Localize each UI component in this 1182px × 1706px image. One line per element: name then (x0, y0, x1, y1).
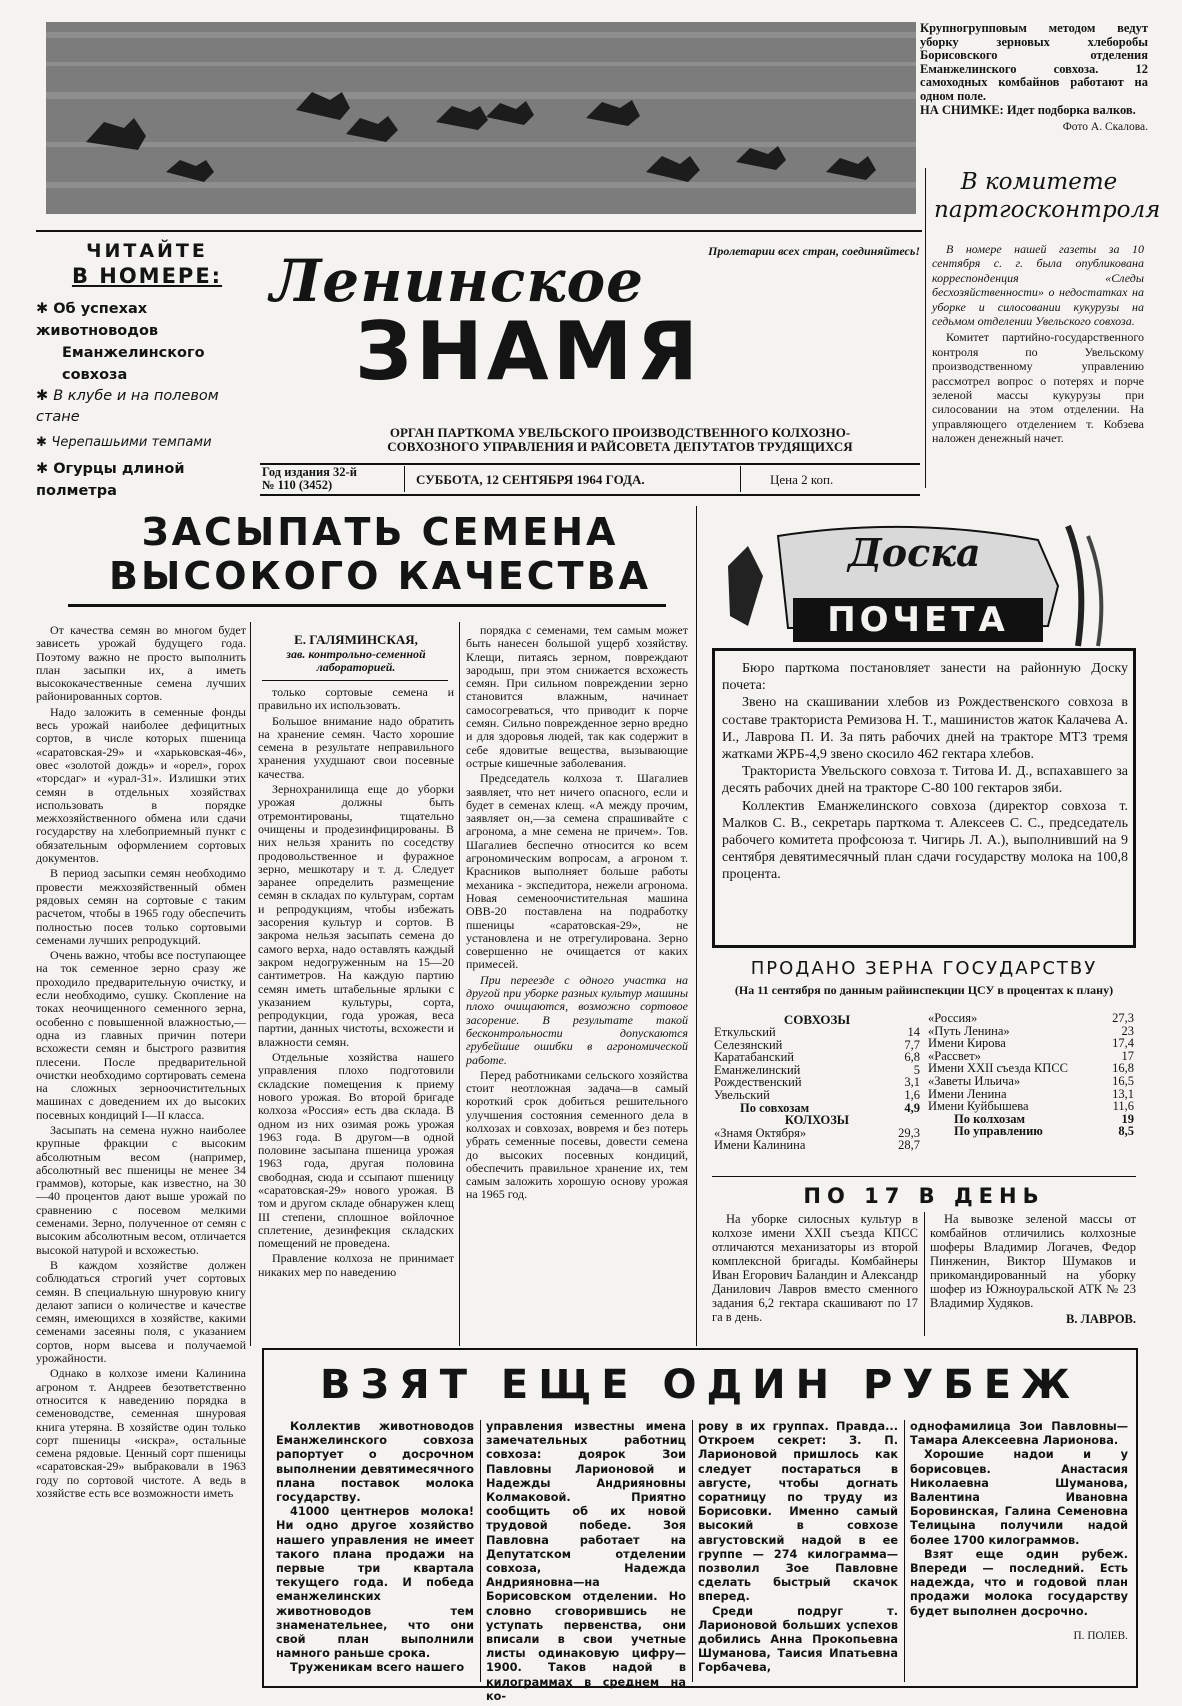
masthead-title-line-2: ЗНАМЯ (355, 305, 702, 398)
milestone-paragraph: Труженикам всего нашего (290, 1661, 465, 1675)
day17-title: ПО 17 В ДЕНЬ (803, 1184, 1045, 1208)
grain-value: 4,9 (904, 1100, 920, 1115)
grain-value: 19 (1121, 1111, 1134, 1126)
photo-caption-lead: Крупногрупповым методом ведут уборку зерновых хлеборобы Борисовского отделения Еманжелинского совхоза. 12 самоходных комбайнов работают на одном поле. (920, 21, 1148, 103)
grain-value: 28,7 (898, 1138, 920, 1153)
milestone-paragraph: Взят еще один рубеж. Впереди — последний. Есть надежда, что и годовой план продажи молока государству будет выполнен досрочно. (910, 1547, 1128, 1618)
day17-right (930, 1212, 1136, 1326)
harvest-photo-illustration (46, 22, 916, 214)
seeds-paragraph: Засыпать на семена нужно наиболее крупные фракции с высоким абсолютным весом (например, абсолютный вес пшеницы не менее 34 граммов), которые, как известно, на 30—40 процентов дают выше урожай по сравнению с посевом мелкими семенами. Зерно, полученное от семян с высоким абсолютным весом, отличается высокой натурой и всхожестью. (36, 1122, 246, 1257)
grain-value: 17,4 (1112, 1036, 1134, 1051)
grain-row (926, 1037, 1136, 1050)
masthead-title-line-1: Ленинское (270, 247, 645, 315)
contents-box (36, 240, 258, 502)
honor-text (722, 660, 1128, 884)
seeds-headline (80, 510, 680, 598)
seeds-paragraph: Большое внимание надо обратить на хранение семян. Часто хорошие семена в результате неправильного хранения ухудшают свои посевные качества. (258, 713, 454, 781)
honor-paragraph-1: Бюро парткома постановляет занести на районную Доску почета: (722, 661, 1128, 694)
grain-name: «Знамя Октября» (714, 1125, 807, 1140)
grain-value: 11,6 (1112, 1099, 1134, 1114)
grain-name: «Путь Ленина» (928, 1023, 1010, 1038)
grain-value: 16,8 (1112, 1061, 1134, 1076)
grain-row (712, 1089, 922, 1102)
masthead-issue-box (262, 466, 402, 492)
day17-right-text: На вывозке зеленой массы от комбайнов отличились колхозные шоферы Владимир Логачев, Федор Пинженин, Виктор Шумаков и прикомандированный на уборку шофер из Южноуральской АТК № 23 Владимир Худяков. (930, 1212, 1136, 1310)
seeds-author-role: зав. контрольно-семенной лабораторией. (286, 647, 426, 674)
grain-note: (На 11 сентября по данным райинспекции ЦСУ в процентах к плану) (734, 983, 1114, 997)
grain-name: «Россия» (928, 1011, 978, 1025)
grain-name: По управлению (954, 1124, 1043, 1139)
seeds-paragraph: Перед работниками сельского хозяйства стоит неотложная задача—в самый короткий срок добиться решительного улучшения состояния семенного дела в колхозах и совхозах, вовремя и без потерь убрать семенные посевы, довести семена до высоких посевных кондиций, обеспечить правильное хранение их, тем самым заложить хорошую основу урожая на 1965 год. (466, 1067, 688, 1202)
grain-value: 27,3 (1112, 1011, 1134, 1025)
seeds-paragraph: Правление колхоза не принимает никаких мер по наведению (258, 1251, 454, 1279)
milestone-column-1 (276, 1420, 474, 1676)
photo-credit: Фото А. Скалова. (1062, 120, 1148, 133)
seeds-paragraph: От качества семян во многом будет зависеть урожай будущего года. Поэтому важно не просто выполнить план засыпки их, а иметь высококачественные семена лучших районированных сортов. (36, 623, 246, 704)
milestone-paragraph: 41000 центнеров молока! Ни одно другое хозяйство нашего управления не имеет такого плана продажи на первые три квартала текущего года. И победа еманжелинских животноводов тем знаменательнее, что они свой план выполнили намного раньше срока. (276, 1505, 474, 1661)
grain-row (926, 1075, 1136, 1088)
control-article (932, 242, 1144, 448)
grain-row (926, 1125, 1136, 1138)
grain-value: 16,5 (1112, 1073, 1134, 1088)
grain-name: Имени XXII съезда КПСС (928, 1061, 1068, 1076)
milestone-paragraph: Хорошие надои и у борисовцев. Анастасия Николаевна Шуманова, Валентина Ивановна Боровинская, Галина Семеновна Телицына получили надой более 1700 килограммов. (910, 1448, 1128, 1547)
milestone-paragraph: рову в их группах. Правда... Откроем секрет: З. П. Ларионовой пришлось как следует постараться в августе, чтобы догнать соратницу по труду из Борисовки. Именно самый высокий в совхозе августовский надой в ее группе — 274 килограмма—позволил Зое Павловне сделать быстрый скачок вперед. (698, 1420, 898, 1604)
seeds-byline (258, 632, 454, 674)
masthead-issue: № 110 (3452) (262, 478, 333, 492)
control-paragraph-1: В номере нашей газеты за 10 сентября с. г. была опубликована корреспонденция «Следы бесхозяйственности» о недостатках на уборке и силосовании кукурузы на седьмом отделении Увельского совхоза. (932, 242, 1144, 329)
control-title-2: партгосконтроля (934, 197, 1161, 223)
grain-row (926, 1012, 1136, 1025)
grain-value: 6,8 (904, 1050, 920, 1065)
contents-item[interactable]: ✱ Черепашьими темпами (36, 435, 212, 450)
seeds-headline-1: ЗАСЫПАТЬ СЕМЕНА (141, 510, 619, 554)
honor-banner (708, 516, 1138, 650)
contents-item[interactable]: ✱ В клубе и на полевом стане (36, 388, 219, 425)
seeds-column-2 (258, 686, 454, 1281)
photo-caption-label: НА СНИМКЕ: Идет подборка валков. (920, 103, 1136, 117)
grain-name: Еткульский (714, 1025, 776, 1039)
masthead-subtitle-1: ОРГАН ПАРТКОМА УВЕЛЬСКОГО ПРОИЗВОДСТВЕННОГО КОЛХОЗНО- (389, 425, 851, 440)
grain-name: Каратабанский (714, 1050, 794, 1065)
grain-value: 17 (1121, 1048, 1134, 1063)
grain-value: 7,7 (904, 1037, 920, 1052)
contents-item[interactable]: Еманжелинского совхоза (62, 345, 205, 383)
honor-banner-title-1: Доска (848, 530, 981, 575)
seeds-paragraph: При переезде с одного участка на другой при уборке разных культур машины плохо очищаются, возможно сортовое засорение. В результате такой бесконтрольности допускаются грубейшие ошибки в агрономической работе. (466, 972, 688, 1067)
grain-name: Увельский (714, 1087, 770, 1102)
seeds-paragraph: Очень важно, чтобы все поступающее на ток семенное зерно сразу же проходило предварительную очистку, и если необходимо, сушку. Скопление на токах неочищенного семенного зерна, особенно с повышенной влажностью,—одна из главных причин потери всхожести семян и быстрого развития плесени. После предварительной очистки необходимо сортировать семена на сложных зерноочистительных машинах с доведением их до высоких посевных кондиций I—II класса. (36, 948, 246, 1122)
grain-row (712, 1139, 922, 1152)
seeds-paragraph: Зернохранилища еще до уборки урожая должны быть отремонтированы, тщательно очищены и продезинфицированы. В них нельзя хранить по соседству продовольственное и фуражное зерно, мешкотару и т. д. Следует заранее определить размещение семян в складах по культурам, сортам и репродукциям, чтобы избежать засорения культур и сортов. В закрома нельзя засыпать семена до самого верха, надо оставлять каждый закром недогруженным на 15—20 сантиметров. На каждую партию семян иметь штабельные ярлыки с указанием культуры, сорта, репродукции, года урожая, веса партии, данных чистоты, всхожести и влажности семян. (258, 782, 454, 1049)
grain-name: Имени Кирова (928, 1036, 1006, 1051)
masthead-date: СУББОТА, 12 СЕНТЯБРЯ 1964 ГОДА. (416, 472, 645, 487)
day17-author: В. ЛАВРОВ. (1065, 1312, 1136, 1326)
grain-name: «Рассвет» (928, 1048, 981, 1063)
milestone-headline: ВЗЯТ ЕЩЕ ОДИН РУБЕЖ (320, 1362, 1080, 1408)
control-title-1: В комитете (960, 169, 1118, 195)
grain-value: 13,1 (1112, 1086, 1134, 1101)
grain-value: 1,6 (904, 1087, 920, 1102)
seeds-paragraph: В период засыпки семян необходимо провести межхозяйственный обмен рядовых семян на сортовые с таким расчетом, чтобы в 1965 году обеспечить полностью посев только сортовыми семенами лучших репродукций. (36, 866, 246, 947)
milestone-paragraph: Коллектив животноводов Еманжелинского совхоза рапортует о досрочном выполнении девятимесячного плана поставок молока государству. (276, 1420, 474, 1505)
milestone-paragraph: однофамилица Зои Павловны—Тамара Алексеевна Ларионова. (910, 1420, 1128, 1448)
honor-paragraph-2: Звено на скашивании хлебов из Рождественского совхоза в составе тракториста Ремизова Н. Т., машинистов жаток Калачева А. И., Лаврова П. И. За пять рабочих дней на тракторе МТЗ тремя жатками ЖРБ-4,9 звено скосило 462 гектара хлебов. (722, 695, 1128, 763)
grain-value: 29,3 (898, 1125, 920, 1140)
harvest-photo (46, 22, 916, 214)
grain-name: Имени Куйбышева (928, 1099, 1029, 1114)
masthead-slogan: Пролетарии всех стран, соединяйтесь! (708, 244, 920, 258)
milestone-paragraph: управления известны имена замечательных работниц совхоза: доярок Зои Павловны Ларионовой и Надежды Андрияновны Колмаковой. Приятно сообщить об их новой трудовой победе. Зоя Павловна работает на Депутатском отделении совхоза, Надежда Андрияновна—на Борисовском отделении. Но словно сговорившись не уступать первенства, они вписали в свои учетные листы одинаковую цифру—1900. Таков надой в килограммах в среднем на ко- (486, 1420, 686, 1703)
seeds-paragraph: В каждом хозяйстве должен соблюдаться строгий учет сортовых семян. В специальную шнуровую книгу делают записи о количестве и качестве семян, имеющихся в хозяйстве, какими семенами засеяны поля, с указанием сортов, норм высева и получаемой урожайности. (36, 1257, 246, 1366)
honor-banner-title-2: ПОЧЕТА (827, 600, 1009, 640)
grain-name: Селезянский (714, 1037, 783, 1052)
milestone-author: П. ПОЛЕВ. (1073, 1629, 1128, 1642)
seeds-headline-2: ВЫСОКОГО КАЧЕСТВА (109, 554, 651, 598)
grain-row (712, 1051, 922, 1064)
grain-row (926, 1100, 1136, 1113)
grain-table-left (712, 1026, 922, 1152)
grain-name: «Заветы Ильича» (928, 1073, 1021, 1088)
seeds-paragraph: Председатель колхоза т. Шагалиев заявляет, что нет ничего опасного, если и будет в семенах клещ. «А между прочим, заявляет он,—за семена спрашивайте с агронома, а мне семена не причем». Тов. Шагалиев беспечно относится ко всем агрономическим вопросам, а агроном т. Красников выполняет больше работы механика - экспедитора, нежели агронома. Новая семеноочистительная машина ОВВ-20 поставлена на подработку пшеницы «саратовская-29», не установлена и не отрегулирована. Зерно совершенно не очищается от каких примесей. (466, 771, 688, 972)
grain-name: Имени Калинина (714, 1138, 806, 1153)
seeds-paragraph: Отдельные хозяйства нашего управления плохо подготовили складские помещения к приему нового урожая. Во второй бригаде колхоза «Россия» есть два склада. В одном из них озимая рожь урожая 1963 года. В другом—в одной половине засыпана пшеница урожая 1963 года, другая половина свободная, сюда и ссыпают пшеницу «саратовская-29» нового урожая. В том и другом складе обнаружен клещ III степени, сплошное войлочное сплетение, дезинфекция складских помещений не проведена. (258, 1050, 454, 1251)
control-paragraph-2: Комитет партийно-государственного контроля по Увельскому производственному управлению рассмотрел вопрос о потерях и порче зеленой массы кукурузы при силосовании на этом отделении. На управляющего отделением т. Кобзева наложен денежный начет. (932, 330, 1144, 446)
grain-name: По совхозам (740, 1100, 810, 1115)
contents-item[interactable]: ✱ Об успехах животноводов (36, 301, 159, 339)
seeds-paragraph: Надо заложить в семенные фонды весь урожай наиболее дефицитных сортов, в числе которых пшеница «саратовская-29» и «харьковская-46», овес «золотой дождь» и «орел», горох «торсдаг» и «урал-31». Излишки этих семян в отдельных хозяйствах использовать в порядке межхозяйственного обмена или сдачи государству на хлебоприемный пункт с обязательным оформлением сортовых документов. (36, 704, 246, 866)
control-heading (934, 168, 1161, 224)
honor-paragraph-3: Тракториста Увельского совхоза т. Титова И. Д., вспахавшего за десять рабочих дней на тракторе С-80 100 гектаров зяби. (722, 764, 1128, 797)
grain-table-right (926, 1012, 1136, 1138)
masthead-subtitle (320, 426, 920, 454)
grain-value: 5 (913, 1062, 920, 1077)
honor-paragraph-4: Коллектив Еманжелинского совхоза (директор совхоза т. Малков С. В., секретарь парткома т. Алексеев С. С., председатель рабочего комитета профсоюза т. Чигирь Л. А.), выполнивший на 9 сентября девятимесячный план сдачи государству молока на 100,8 процента. (722, 798, 1128, 883)
grain-kolkhozy-label-row (712, 1114, 922, 1127)
milestone-column-4 (910, 1420, 1128, 1643)
seeds-paragraph: порядка с семенами, тем самым может быть нанесен большой ущерб хозяйству. Клещи, питаясь зерном, повреждают зародыш, при этом снижается всхожесть семян. При сильном повреждении зерно становится влажным, начинает самосогреваться, что приводит к порче семян. Сильно поврежденное зерно вредно и для здоровья людей, так как содержит в себе ядовитые вещества, вызывающие острые кишечные заболевания. (466, 623, 688, 770)
seeds-paragraph: только сортовые семена и правильно их использовать. (258, 685, 454, 713)
grain-value: 8,5 (1118, 1124, 1134, 1139)
grain-name: Рождественский (714, 1075, 802, 1090)
photo-caption (920, 22, 1148, 134)
grain-sovkhozy-label: СОВХОЗЫ (783, 1012, 851, 1027)
grain-value: 14 (907, 1025, 920, 1039)
contents-title-2: В НОМЕРЕ: (71, 264, 223, 288)
grain-row (712, 1026, 922, 1039)
contents-title-1: ЧИТАЙТЕ (86, 240, 208, 262)
grain-name: Еманжелинский (714, 1062, 801, 1077)
masthead-price: Цена 2 коп. (770, 472, 834, 487)
milestone-paragraph: Среди подруг т. Ларионовой больших успехов добились Анна Прокопьевна Шуманова, Таисия Ипатьевна Горбачева, (698, 1604, 898, 1675)
masthead-subtitle-2: СОВХОЗНОГО УПРАВЛЕНИЯ И РАЙСОВЕТА ДЕПУТАТОВ ТРУДЯЩИХСЯ (387, 439, 853, 454)
grain-kolkhozy-label: КОЛХОЗЫ (784, 1113, 850, 1128)
day17-left-text: На уборке силосных культур в колхозе имени XXII съезда КПСС отличаются механизаторы из второй комплексной бригады. Комбайнеры Иван Егорович Баландин и Александр Данилович Лавров вместо сменного задания 6,2 гектара скашивают по 17 га в день. (712, 1212, 918, 1324)
grain-title: ПРОДАНО ЗЕРНА ГОСУДАРСТВУ (750, 958, 1098, 979)
seeds-column-3 (466, 624, 688, 1204)
masthead-year: Год издания 32-й (262, 465, 357, 479)
seeds-paragraph: Однако в колхозе имени Калинина агроном т. Андреев безответственно относится к наведению порядка в семеноводстве, семенная шнуровая книга утеряна. В хозяйстве один только сорт пшеницы «искра», остальные семена рядовые. Ценный сорт пшеницы «саратовская-29» выбраковали в 1963 году по сортовой чистоте. А ведь в хозяйстве есть все возможности иметь (36, 1366, 246, 1500)
milestone-column-3 (698, 1420, 898, 1676)
grain-name: Имени Ленина (928, 1086, 1007, 1101)
milestone-column-2 (486, 1420, 686, 1704)
seeds-column-1 (36, 624, 246, 1502)
grain-name: По колхозам (954, 1111, 1026, 1126)
grain-value: 3,1 (904, 1075, 920, 1090)
grain-value: 23 (1121, 1023, 1134, 1038)
seeds-author: Е. ГАЛЯМИНСКАЯ, (294, 632, 418, 647)
day17-left (712, 1212, 918, 1326)
contents-item[interactable]: ✱ Огурцы длиной полметра (36, 461, 185, 499)
